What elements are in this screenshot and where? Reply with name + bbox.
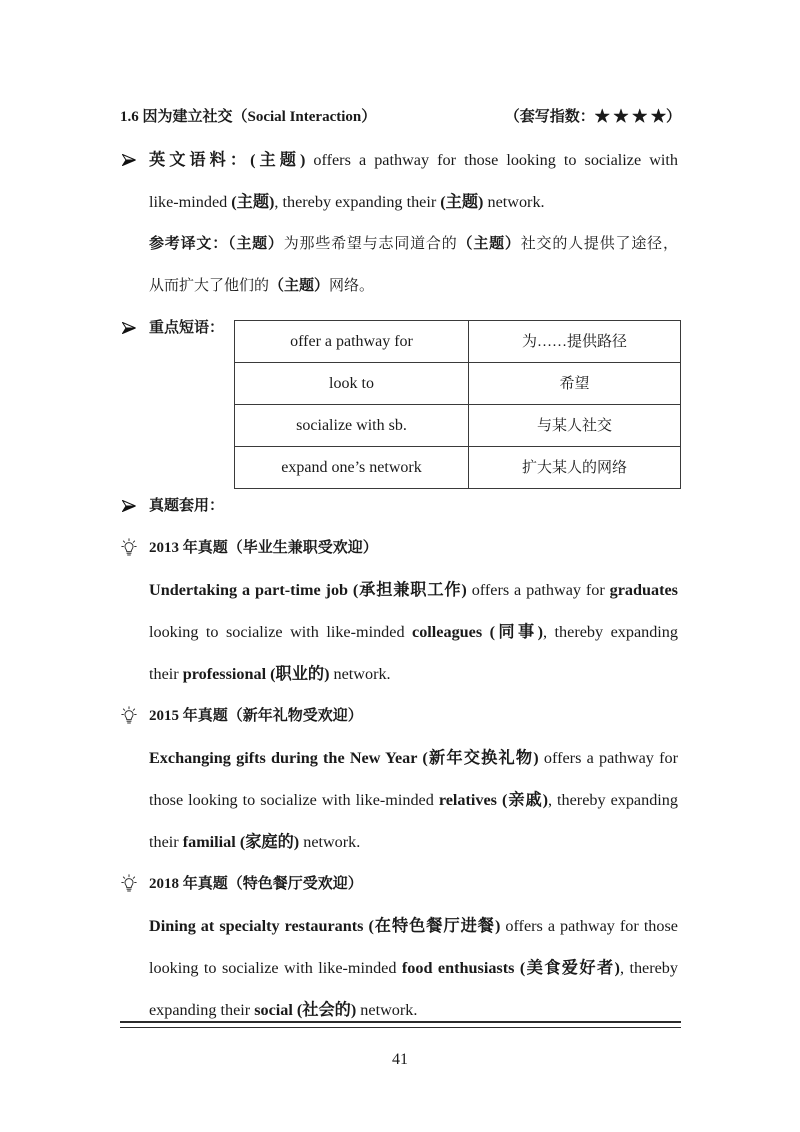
table-row	[235, 405, 681, 447]
exam-item-title-text: 2015 年真题（新年礼物受欢迎）	[149, 708, 363, 724]
text-run: looking to socialize with like-minded	[149, 959, 402, 977]
exam-sentence	[149, 959, 678, 977]
exam-usage-label: 真题套用：	[149, 498, 225, 514]
key-phrases-label: 重点短语：	[149, 320, 225, 336]
text-run: like-minded	[149, 193, 232, 211]
phrase-english: socialize with sb.	[235, 405, 469, 447]
phrase-chinese: 为……提供路径	[469, 321, 681, 363]
exam-sentence	[149, 581, 678, 599]
exam-sentence	[149, 749, 678, 767]
text-run: offers a pathway for those looking to socialize with	[305, 151, 679, 169]
page-number: 41	[392, 1051, 408, 1068]
bold-text-run: (主题)	[440, 193, 484, 211]
translation-label: 参考译文：	[149, 236, 229, 252]
footer-rule-thin	[120, 1027, 681, 1028]
arrow-bullet-icon	[122, 154, 136, 166]
bold-text-run: Dining at specialty restaurants (在特色餐厅进餐)	[149, 917, 501, 935]
table-row	[235, 447, 681, 489]
key-phrases-table	[234, 320, 681, 489]
phrase-chinese: 希望	[469, 363, 681, 405]
exam-sentence	[149, 623, 678, 641]
text-run: 社交的人提供了途径，	[520, 236, 678, 252]
bold-text-run: (主题)	[250, 151, 306, 169]
text-run: offers a pathway for those	[500, 917, 678, 935]
exam-sentence	[149, 791, 678, 809]
translation-text	[228, 236, 678, 252]
text-run: network.	[483, 193, 545, 211]
rating-label: （套写指数：★ ★ ★ ★）	[504, 109, 681, 125]
text-run: their	[149, 665, 183, 683]
exam-2018-line-3	[120, 989, 681, 1031]
page-content	[120, 139, 681, 1031]
exam-2013-line-1	[120, 569, 681, 611]
text-run: network.	[299, 833, 361, 851]
footer-rule	[120, 1021, 681, 1023]
phrase-chinese: 与某人社交	[469, 405, 681, 447]
bold-text-run: (主题)	[231, 193, 275, 211]
exam-item-title	[120, 527, 681, 569]
exam-usage-heading	[120, 485, 681, 527]
exam-item-title	[120, 695, 681, 737]
text-run: those looking to socialize with like-minded	[149, 791, 439, 809]
text-run: looking to socialize with like-minded	[149, 623, 413, 641]
exam-2015-line-2	[120, 779, 681, 821]
phrase-chinese: 扩大某人的网络	[469, 447, 681, 489]
lightbulb-icon	[121, 874, 137, 893]
corpus-text	[149, 193, 545, 211]
translation-line-2	[120, 265, 681, 307]
exam-sentence	[149, 665, 391, 683]
bold-text-run: （主题）	[269, 278, 330, 294]
phrase-english: offer a pathway for	[235, 321, 469, 363]
exam-2015-line-1	[120, 737, 681, 779]
exam-item-title-text: 2013 年真题（毕业生兼职受欢迎）	[149, 540, 378, 556]
section-header	[120, 100, 681, 134]
bold-text-run: relatives (亲戚)	[438, 791, 548, 809]
exam-2013-line-3	[120, 653, 681, 695]
text-run: their	[149, 833, 183, 851]
translation-text	[149, 278, 374, 294]
text-run: offers a pathway for	[466, 581, 610, 599]
bold-text-run: （主题）	[457, 236, 521, 252]
exam-2013-line-2	[120, 611, 681, 653]
text-run: , thereby	[619, 959, 678, 977]
bold-text-run: graduates	[609, 581, 678, 599]
bold-text-run: social (社会的)	[254, 1001, 357, 1019]
translation-line-1	[120, 223, 681, 265]
text-run: offers a pathway for	[538, 749, 678, 767]
section-title: 1.6 因为建立社交（Social Interaction）	[120, 109, 377, 125]
arrow-bullet-icon	[122, 322, 136, 334]
text-run: expanding their	[149, 1001, 255, 1019]
text-run: 从而扩大了他们的	[149, 278, 270, 294]
lightbulb-icon	[121, 706, 137, 725]
exam-item-title-text: 2018 年真题（特色餐厅受欢迎）	[149, 876, 363, 892]
text-run: 网络。	[329, 278, 375, 294]
corpus-label: 英文语料：	[149, 151, 251, 169]
bold-text-run: familial (家庭的)	[182, 833, 300, 851]
exam-2018-line-2	[120, 947, 681, 989]
exam-sentence	[149, 1001, 417, 1019]
lightbulb-icon	[121, 538, 137, 557]
text-run: , thereby expanding	[547, 791, 678, 809]
exam-sentence	[149, 917, 678, 935]
arrow-bullet-icon	[122, 500, 136, 512]
key-phrases-section	[120, 307, 681, 485]
bold-text-run: （主题）	[228, 236, 284, 252]
text-run: 为那些希望与志同道合的	[283, 236, 458, 252]
text-run: network.	[356, 1001, 418, 1019]
corpus-line-2	[120, 181, 681, 223]
bold-text-run: Undertaking a part-time job (承担兼职工作)	[149, 581, 467, 599]
text-run: , thereby expanding their	[274, 193, 441, 211]
exam-2018-line-1	[120, 905, 681, 947]
table-row	[235, 363, 681, 405]
bold-text-run: colleagues (同事)	[412, 623, 544, 641]
text-run: network.	[329, 665, 391, 683]
bold-text-run: food enthusiasts (美食爱好者)	[401, 959, 620, 977]
phrase-english: look to	[235, 363, 469, 405]
bold-text-run: professional (职业的)	[182, 665, 330, 683]
bold-text-run: Exchanging gifts during the New Year (新年交换礼物)	[149, 749, 539, 767]
phrase-english: expand one’s network	[235, 447, 469, 489]
corpus-line-1	[120, 139, 681, 181]
table-row	[235, 321, 681, 363]
text-run: , thereby expanding	[543, 623, 678, 641]
exam-2015-line-3	[120, 821, 681, 863]
corpus-text	[250, 151, 678, 169]
exam-item-title	[120, 863, 681, 905]
exam-sentence	[149, 833, 360, 851]
